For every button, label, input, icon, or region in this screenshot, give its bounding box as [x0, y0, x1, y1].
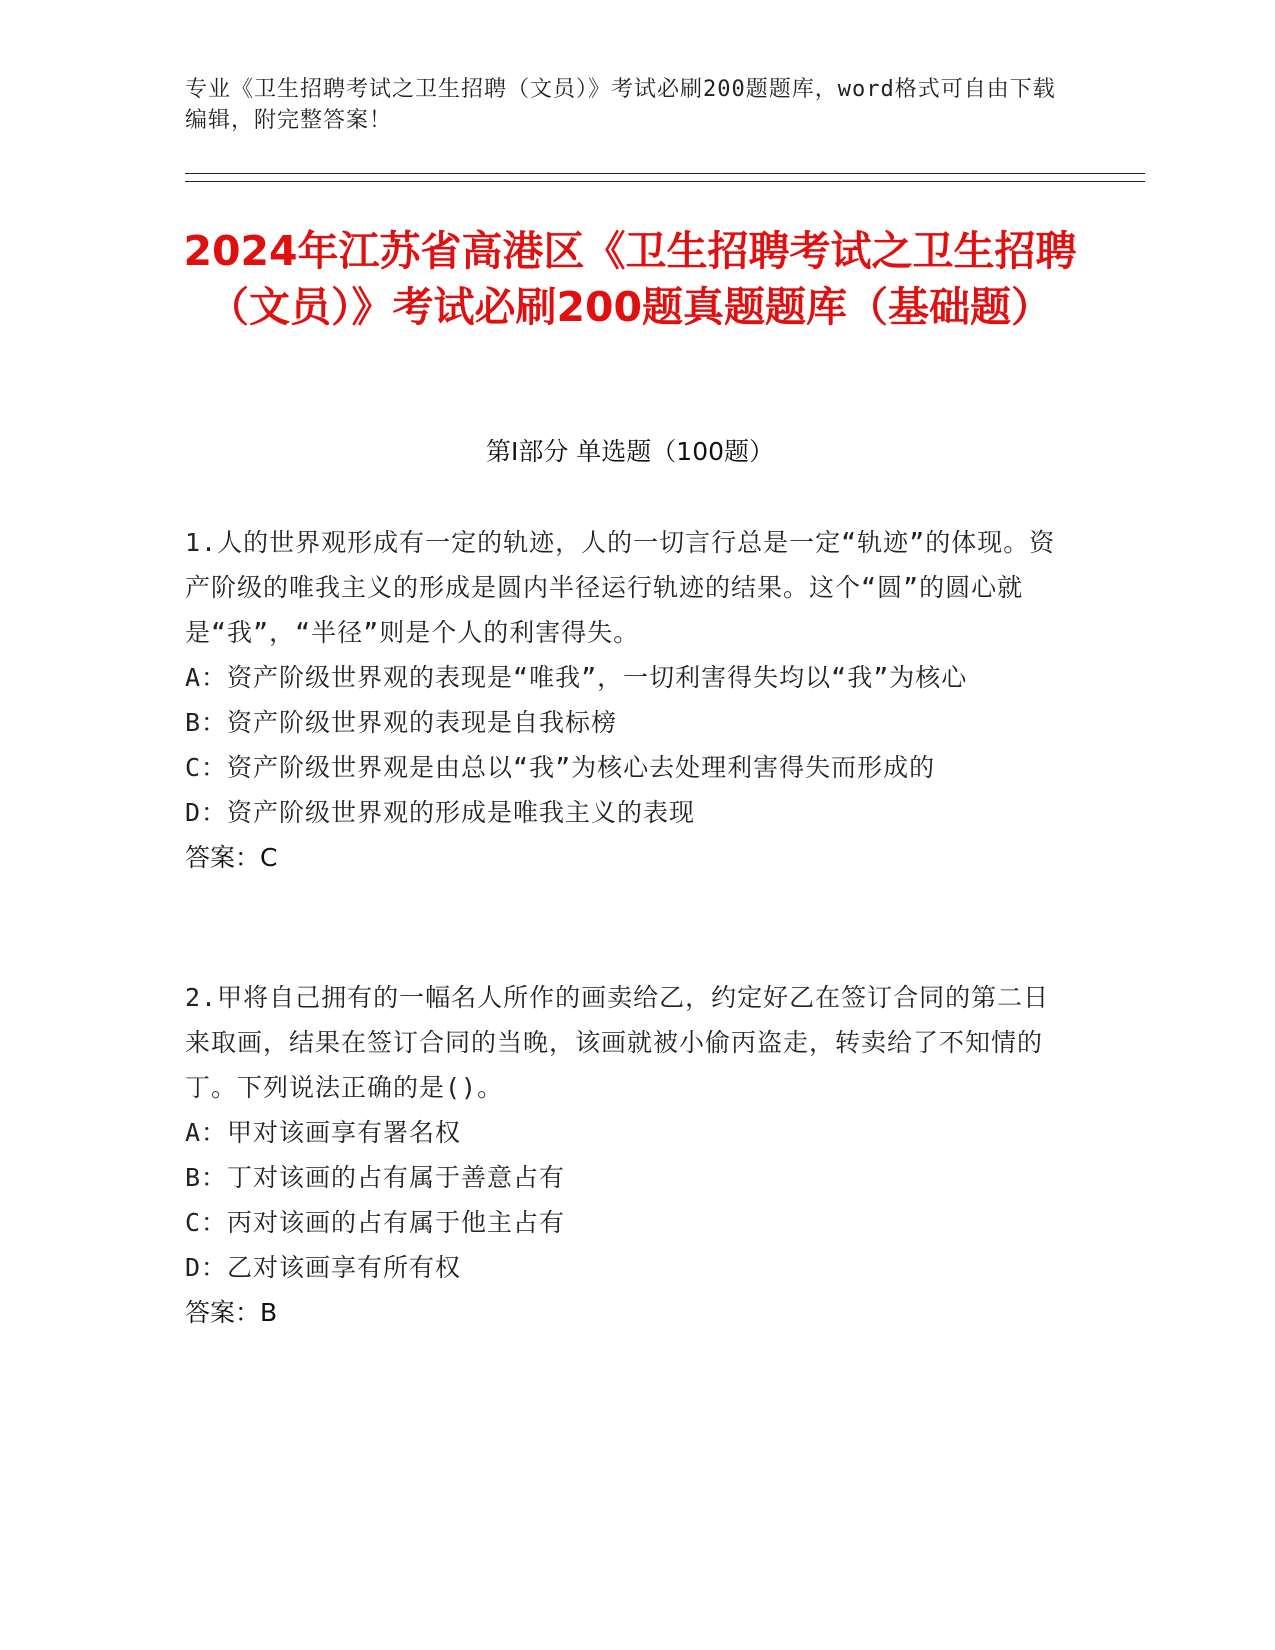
option-a: A：甲对该画享有署名权 [185, 1118, 462, 1147]
question-stem: 2.甲将自己拥有的一幅名人所作的画卖给乙，约定好乙在签订合同的第二日来取画，结果在签订合同的当晚，该画就被小偷丙盗走，转卖给了不知情的丁。下列说法正确的是()。 [185, 983, 1050, 1102]
option-d: D：乙对该画享有所有权 [185, 1253, 462, 1282]
section-heading: 第Ⅰ部分 单选题（100题） [485, 437, 775, 466]
option-b: B：丁对该画的占有属于善意占有 [185, 1163, 566, 1192]
option-b: B：资产阶级世界观的表现是自我标榜 [185, 708, 618, 737]
question-stem: 1.人的世界观形成有一定的轨迹，人的一切言行总是一定“轨迹”的体现。资产阶级的唯我主义的形成是圆内半径运行轨迹的结果。这个“圆”的圆心就是“我”，“半径”则是个人的利害得失。 [185, 528, 1056, 647]
option-c: C：资产阶级世界观是由总以“我”为核心去处理利害得失而形成的 [185, 753, 936, 782]
header-note: 专业《卫生招聘考试之卫生招聘（文员）》考试必刷200题题库，word格式可自由下载编辑，附完整答案！ [185, 77, 1056, 133]
answer-line: 答案：C [185, 843, 278, 872]
header-divider-top [185, 173, 1145, 174]
question-2 [185, 975, 1065, 1335]
answer-line: 答案：B [185, 1298, 278, 1327]
option-c: C：丙对该画的占有属于他主占有 [185, 1208, 566, 1237]
question-1 [185, 520, 1065, 880]
header-divider-bottom [185, 181, 1145, 182]
option-a: A：资产阶级世界观的表现是“唯我”，一切利害得失均以“我”为核心 [185, 663, 968, 692]
document-title: 2024年江苏省高港区《卫生招聘考试之卫生招聘（文员）》考试必刷200题真题题库（基础题） [183, 227, 1077, 331]
option-d: D：资产阶级世界观的形成是唯我主义的表现 [185, 798, 696, 827]
